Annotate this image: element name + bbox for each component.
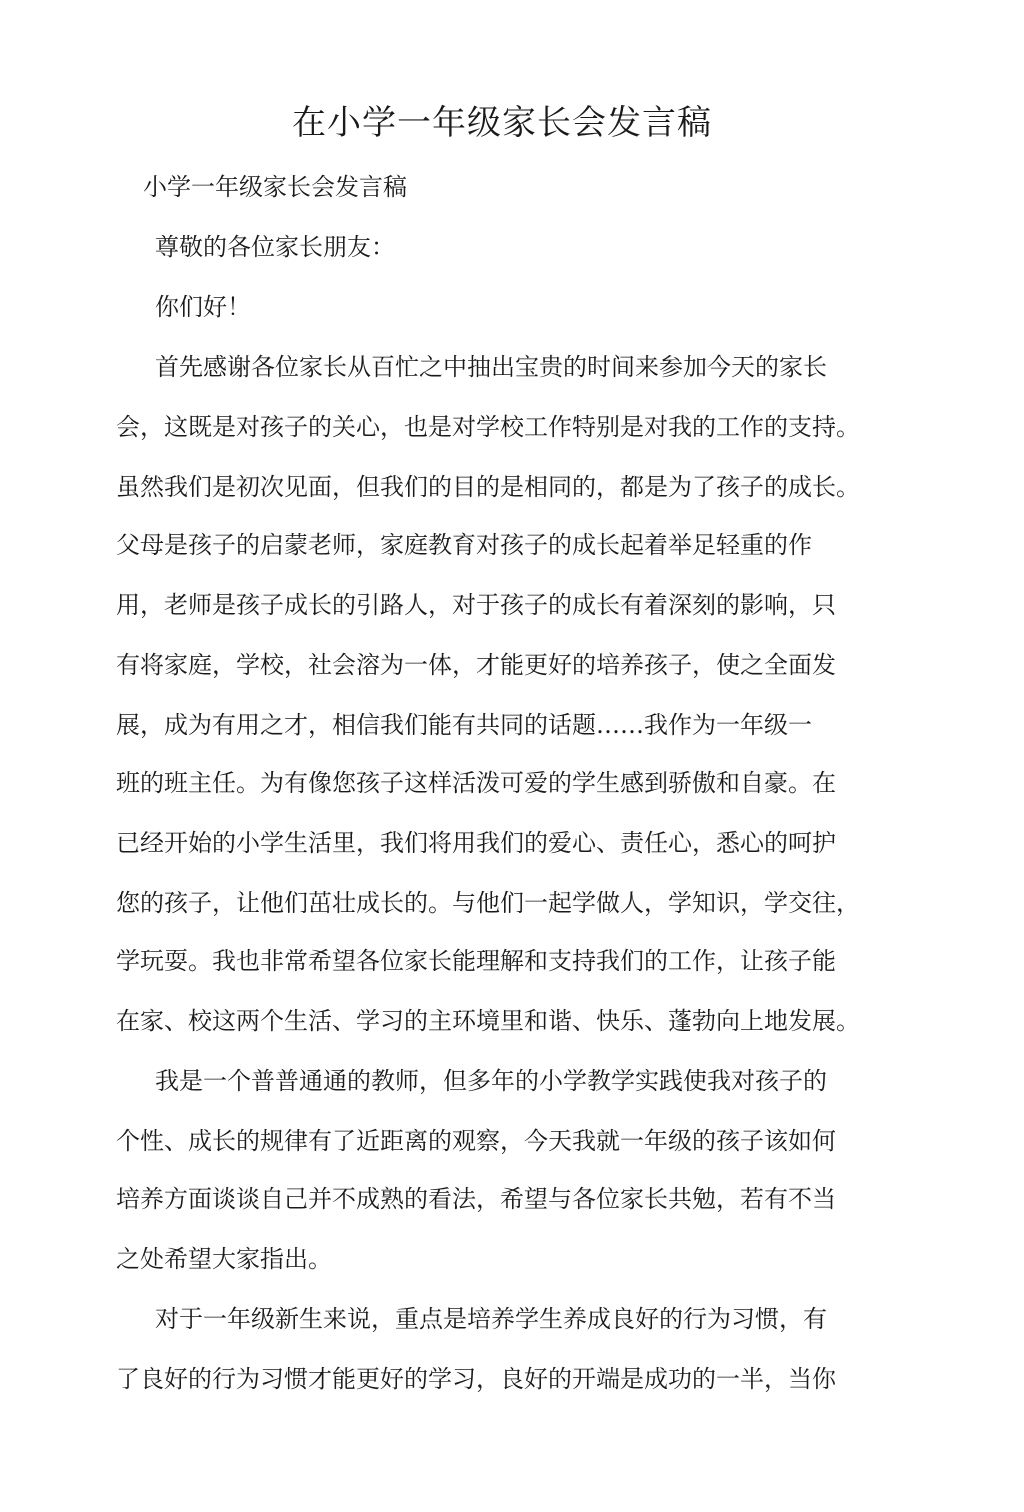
document-title: 在小学一年级家长会发言稿 [292,103,712,143]
paragraph-line: 会，这既是对孩子的关心，也是对学校工作特别是对我的工作的支持。 [116,413,860,441]
paragraph-line: 有将家庭，学校，社会溶为一体，才能更好的培养孩子，使之全面发 [116,651,836,679]
paragraph-line: 展，成为有用之才，相信我们能有共同的话题……我作为一年级一 [116,711,812,739]
paragraph-line: 用，老师是孩子成长的引路人，对于孩子的成长有着深刻的影响，只 [116,591,836,619]
paragraph-line: 班的班主任。为有像您孩子这样活泼可爱的学生感到骄傲和自豪。在 [116,769,836,797]
salutation: 尊敬的各位家长朋友： [155,233,395,261]
paragraph-line: 已经开始的小学生活里，我们将用我们的爱心、责任心，悉心的呵护 [116,829,836,857]
paragraph-line: 培养方面谈谈自己并不成熟的看法，希望与各位家长共勉，若有不当 [116,1185,836,1213]
paragraph-line: 了良好的行为习惯才能更好的学习，良好的开端是成功的一半，当你 [116,1365,836,1393]
document-subtitle: 小学一年级家长会发言稿 [143,173,407,201]
paragraph-line: 个性、成长的规律有了近距离的观察，今天我就一年级的孩子该如何 [116,1127,836,1155]
paragraph-line: 之处希望大家指出。 [116,1245,332,1273]
paragraph-line: 虽然我们是初次见面，但我们的目的是相同的，都是为了孩子的成长。 [116,473,860,501]
paragraph-line: 您的孩子，让他们茁壮成长的。与他们一起学做人，学知识，学交往， [116,889,860,917]
paragraph-line: 学玩耍。我也非常希望各位家长能理解和支持我们的工作，让孩子能 [116,947,836,975]
paragraph-line: 我是一个普普通通的教师，但多年的小学教学实践使我对孩子的 [155,1067,827,1095]
paragraph-line: 在家、校这两个生活、学习的主环境里和谐、快乐、蓬勃向上地发展。 [116,1007,860,1035]
paragraph-line: 对于一年级新生来说，重点是培养学生养成良好的行为习惯，有 [155,1305,827,1333]
greeting: 你们好！ [155,293,251,321]
paragraph-line: 父母是孩子的启蒙老师，家庭教育对孩子的成长起着举足轻重的作 [116,531,812,559]
paragraph-line: 首先感谢各位家长从百忙之中抽出宝贵的时间来参加今天的家长 [155,353,827,381]
